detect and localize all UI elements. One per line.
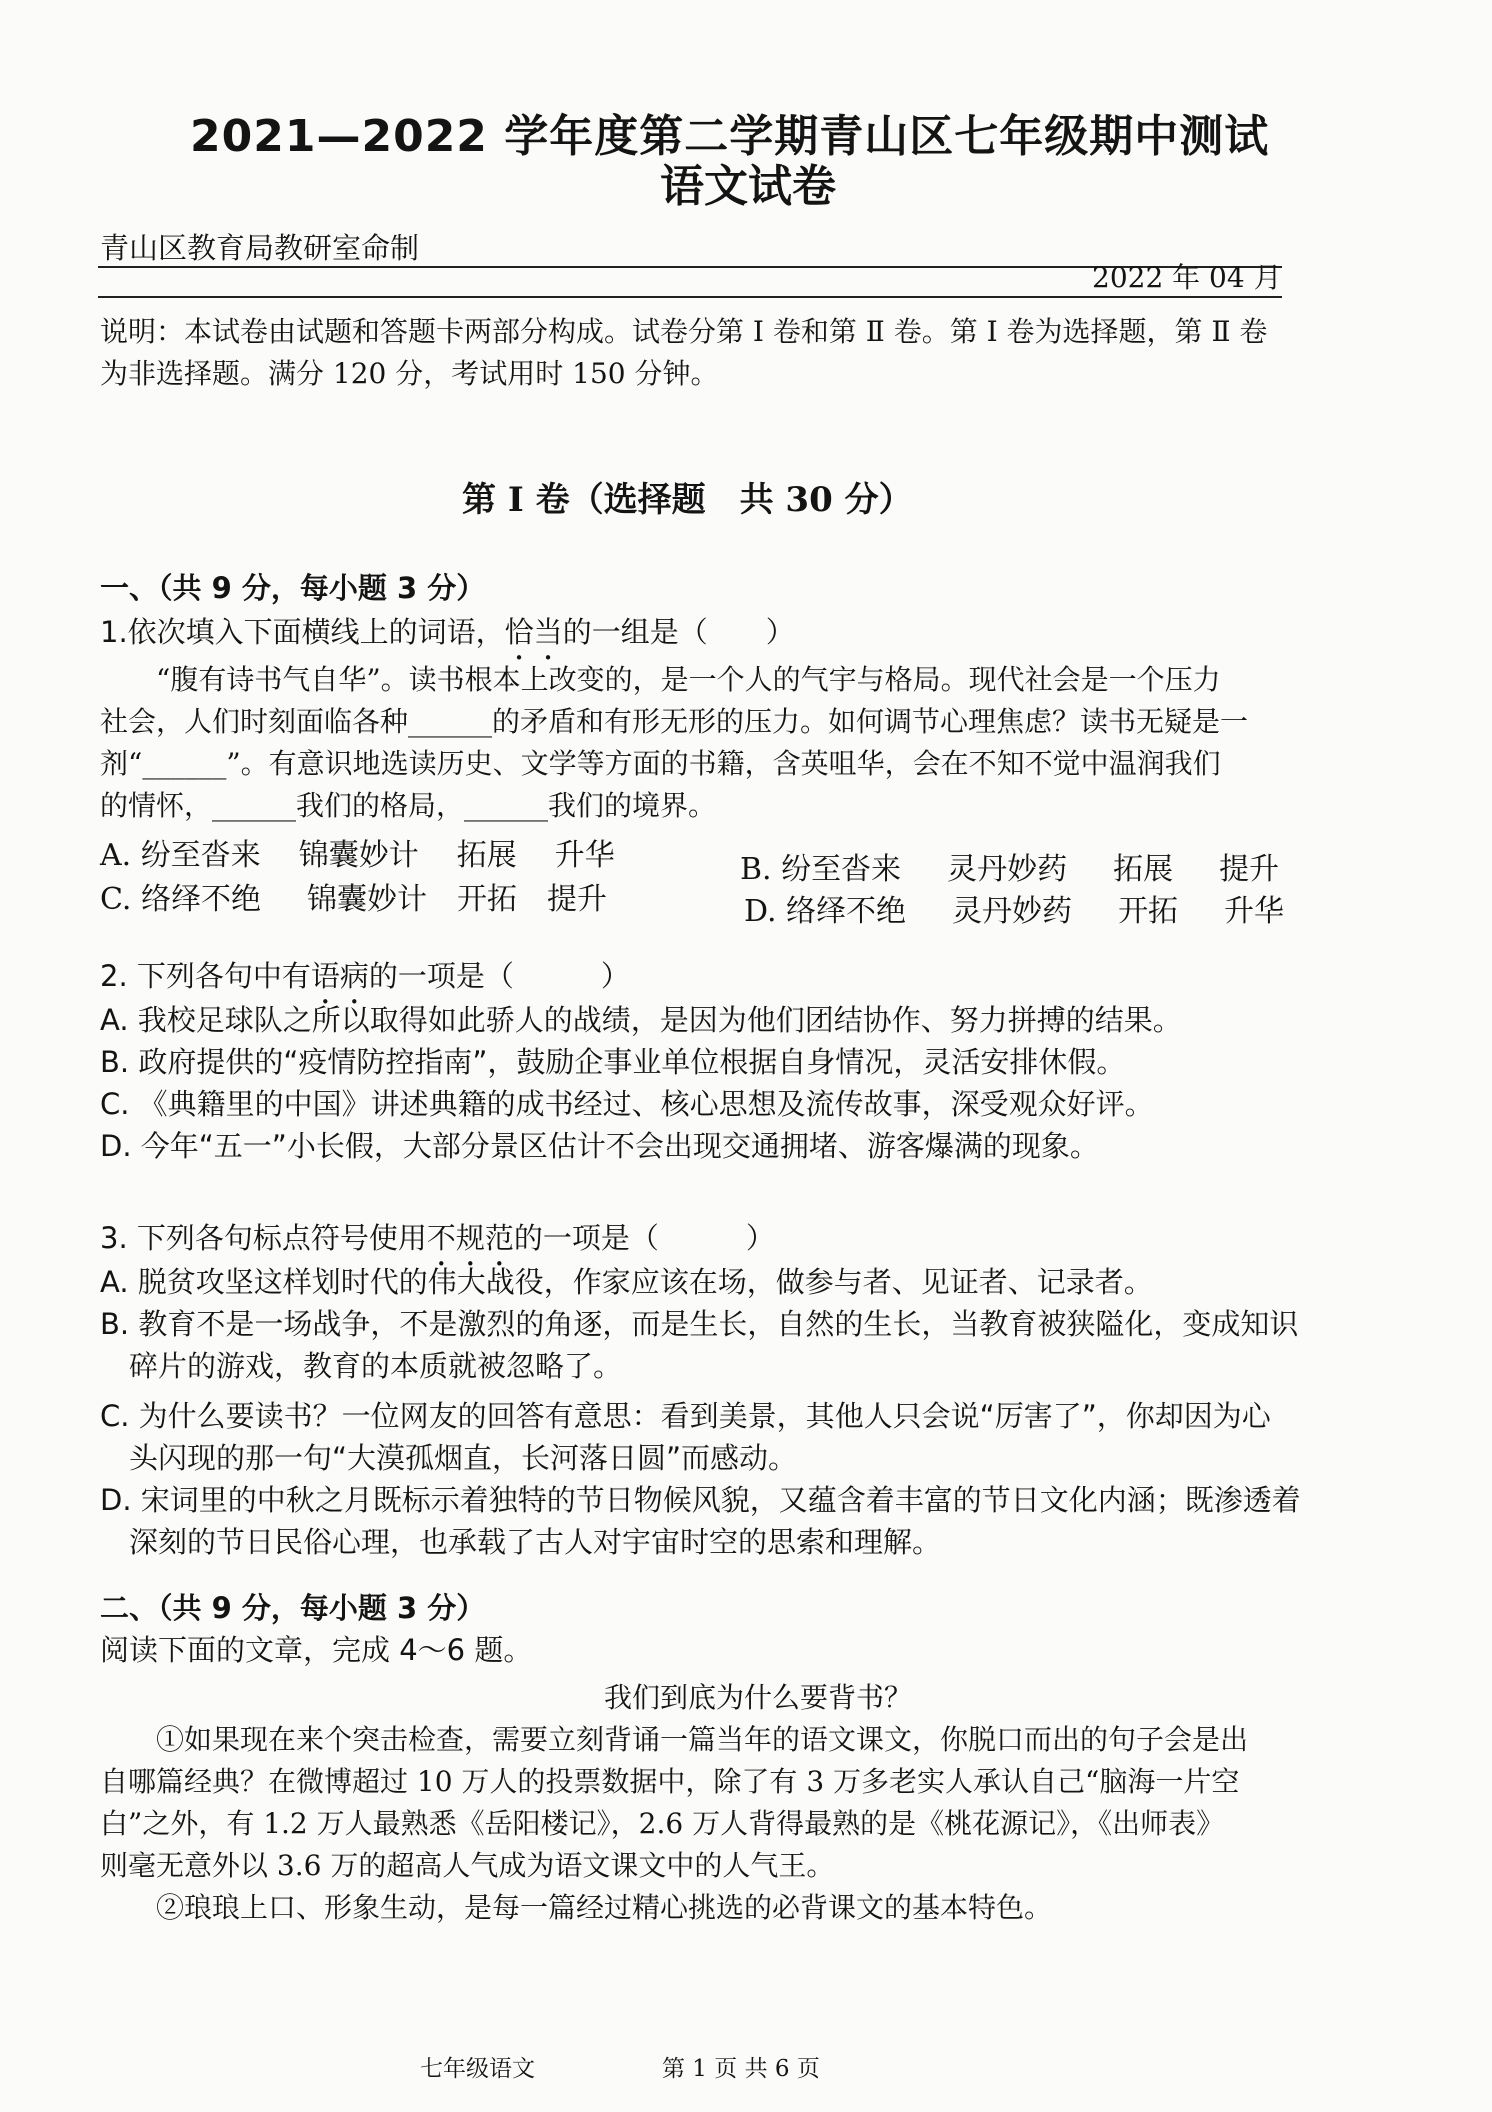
- header-rule-lower: [98, 296, 1282, 298]
- question-1-passage-line: 的情怀，______我们的格局，______我们的境界。: [100, 789, 717, 822]
- article-title: 我们到底为什么要背书？: [604, 1681, 913, 1714]
- question-2-option: D. 今年“五一”小长假，大部分景区估计不会出现交通拥堵、游客爆满的现象。: [100, 1129, 1099, 1163]
- question-1-stem-key: 恰当: [504, 615, 563, 649]
- question-3-line: B. 教育不是一场战争，不是激烈的角逐，而是生长，自然的生长，当教育被狭隘化，变成知识: [100, 1307, 1299, 1341]
- article-paragraph-line: ②琅琅上口、形象生动，是每一篇经过精心挑选的必背课文的基本特色。: [100, 1891, 1053, 1924]
- question-2-option: A. 我校足球队之所以取得如此骄人的战绩，是因为他们团结协作、努力拼搏的结果。: [100, 1003, 1182, 1037]
- part-2-instruction: 阅读下面的文章，完成 4～6 题。: [100, 1633, 533, 1667]
- issuer: 青山区教育局教研室命制: [100, 231, 420, 265]
- exam-title: 2021—2022 学年度第二学期青山区七年级期中测试: [190, 111, 1270, 162]
- question-3-line: 碎片的游戏，教育的本质就被忽略了。: [100, 1349, 623, 1383]
- question-1-passage-line: “腹有诗书气自华”。读书根本上改变的，是一个人的气宇与格局。现代社会是一个压力: [100, 663, 1221, 696]
- question-3-line: 深刻的节日民俗心理，也承载了古人对宇宙时空的思索和理解。: [100, 1525, 942, 1559]
- question-3-line: 头闪现的那一句“大漠孤烟直，长河落日圆”而感动。: [100, 1441, 798, 1475]
- footer-subject: 七年级语文: [420, 2056, 535, 2082]
- article-paragraph-line: 自哪篇经典？在微博超过 10 万人的投票数据中，除了有 3 万多老实人承认自己“脑海一片空: [100, 1765, 1240, 1798]
- volume-1-title: 第 Ⅰ 卷（选择题 共 30 分）: [462, 480, 913, 520]
- question-3-stem: 3. 下列各句标点符号使用不规范的一项是（ ）: [100, 1221, 775, 1255]
- question-3-line: C. 为什么要读书？一位网友的回答有意思：看到美景，其他人只会说“厉害了”，你却因为心: [100, 1399, 1271, 1433]
- instructions-line-1: 说明：本试卷由试题和答题卡两部分构成。试卷分第 Ⅰ 卷和第 Ⅱ 卷。第 Ⅰ 卷为选择题，第 Ⅱ 卷: [100, 315, 1268, 348]
- instructions-line-2: 为非选择题。满分 120 分，考试用时 150 分钟。: [100, 357, 719, 390]
- question-1-option-b: B. 纷至沓来 灵丹妙药 拓展 提升: [740, 852, 1280, 887]
- part-2-heading: 二、（共 9 分，每小题 3 分）: [100, 1591, 486, 1625]
- article-paragraph-line: ①如果现在来个突击检查，需要立刻背诵一篇当年的语文课文，你脱口而出的句子会是出: [100, 1723, 1249, 1756]
- question-1-passage-line: 社会，人们时刻面临各种______的矛盾和有形无形的压力。如何调节心理焦虑？读书无疑是一: [100, 705, 1249, 738]
- question-1-stem-start: 1.依次填入下面横线上的词语，: [100, 615, 505, 649]
- question-2-stem: 2. 下列各句中有语病的一项是（ ）: [100, 959, 630, 993]
- article-paragraph-line: 则毫无意外以 3.6 万的超高人气成为语文课文中的人气王。: [100, 1849, 835, 1882]
- exam-date: 2022 年 04 月: [1092, 261, 1282, 294]
- question-2-option: C. 《典籍里的中国》讲述典籍的成书经过、核心思想及流传故事，深受观众好评。: [100, 1087, 1154, 1121]
- question-1-option-d: D. 络绎不绝 灵丹妙药 开拓 升华: [744, 894, 1285, 929]
- footer-page-number: 第 1 页 共 6 页: [662, 2056, 820, 2082]
- question-3-line: A. 脱贫攻坚这样划时代的伟大战役，作家应该在场，做参与者、见证者、记录者。: [100, 1265, 1153, 1299]
- question-2-option: B. 政府提供的“疫情防控指南”，鼓励企事业单位根据自身情况，灵活安排休假。: [100, 1045, 1126, 1079]
- question-1-passage-line: 剂“______”。有意识地选读历史、文学等方面的书籍，含英咀华，会在不知不觉中温润我们: [100, 747, 1221, 780]
- question-1-option-c: C. 络绎不绝 锦囊妙计 开拓 提升: [100, 882, 607, 917]
- question-1-stem-end: 的一组是（ ）: [562, 615, 795, 649]
- article-paragraph-line: 白”之外，有 1.2 万人最熟悉《岳阳楼记》，2.6 万人背得最熟的是《桃花源记》，《出师表》: [100, 1807, 1225, 1840]
- question-3-line: D. 宋词里的中秋之月既标示着独特的节日物候风貌，又蕴含着丰富的节日文化内涵；既渗透着: [100, 1483, 1301, 1517]
- exam-subtitle: 语文试卷: [660, 161, 836, 212]
- part-1-heading: 一、（共 9 分，每小题 3 分）: [100, 571, 486, 605]
- question-1-option-a: A. 纷至沓来 锦囊妙计 拓展 升华: [100, 838, 615, 873]
- question-1-stem: [100, 612, 795, 667]
